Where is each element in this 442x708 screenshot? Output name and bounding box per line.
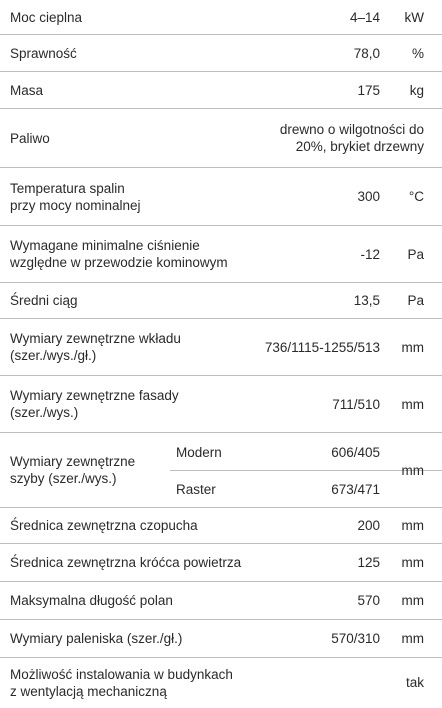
spec-row-temperatura: [0, 168, 442, 226]
spec-row-palenisko: [0, 620, 442, 658]
spec-label-line: Wymiary zewnętrzne wkładu: [10, 331, 181, 346]
spec-row-paliwo: [0, 109, 442, 168]
spec-label-line: (szer./wys.): [10, 405, 79, 420]
spec-label-line: szyby (szer./wys.): [10, 471, 117, 486]
spec-unit: mm: [401, 462, 424, 478]
spec-value: 570: [357, 593, 380, 608]
spec-row-masa: [0, 72, 442, 109]
spec-label: Paliwo: [10, 130, 50, 146]
spec-unit: %: [411, 45, 424, 61]
spec-unit: mm: [401, 518, 424, 533]
spec-row-cisnienie: [0, 226, 442, 283]
spec-row-wentylacja: [0, 658, 442, 707]
spec-row-sprawnosc: [0, 35, 442, 72]
spec-label: [10, 237, 228, 271]
spec-label-line: Wymiary zewnętrzne fasady: [10, 388, 179, 403]
spec-value: 711/510: [332, 396, 380, 412]
spec-label-line: Temperatura spalin: [10, 180, 125, 196]
spec-value: 736/1115-1255/513: [264, 339, 380, 355]
spec-unit: mm: [401, 631, 424, 646]
spec-label: Moc cieplna: [10, 9, 83, 25]
spec-unit: kg: [409, 82, 424, 98]
spec-value: 200: [357, 518, 380, 533]
spec-row-wymiary-wkladu: [0, 319, 442, 376]
spec-value: -12: [360, 246, 380, 262]
variant-name-raster: Raster: [176, 482, 216, 497]
spec-label: Średnica zewnętrzna czopucha: [10, 518, 198, 533]
spec-label: [10, 666, 233, 700]
spec-value: 125: [357, 555, 380, 570]
spec-unit: Pa: [407, 246, 424, 262]
variant-value-modern: 606/405: [331, 445, 380, 460]
spec-label: Średnica zewnętrzna króćca powietrza: [10, 555, 242, 570]
spec-value-line: drewno o wilgotności do: [279, 122, 424, 137]
spec-row-polana: [0, 582, 442, 620]
spec-label-line: (szer./wys./gł.): [10, 348, 97, 363]
spec-label: Średni ciąg: [10, 293, 78, 308]
spec-value: tak: [405, 675, 424, 690]
spec-unit: mm: [401, 555, 424, 570]
spec-unit: mm: [401, 339, 424, 355]
spec-row-czopuch: [0, 508, 442, 544]
spec-unit: kW: [404, 9, 424, 25]
spec-label-line: przy mocy nominalnej: [10, 197, 141, 213]
spec-label-line: Możliwość instalowania w budynkach: [10, 666, 233, 682]
spec-unit: mm: [401, 593, 424, 608]
spec-row-wymiary-szyby: [0, 433, 442, 508]
spec-row-wymiary-fasady: [0, 376, 442, 433]
spec-value-line: 20%, brykiet drzewny: [295, 139, 424, 154]
spec-label: Sprawność: [10, 45, 77, 61]
spec-label-line: Wymiary zewnętrzne: [10, 454, 136, 469]
variant-value-raster: 673/471: [331, 482, 380, 497]
spec-label: [10, 180, 141, 214]
spec-row-moc: [0, 0, 442, 35]
spec-value: 175: [357, 82, 380, 98]
spec-label: Masa: [10, 82, 44, 98]
spec-label-line: z wentylacją mechaniczną: [10, 683, 167, 699]
spec-label: [10, 387, 179, 421]
spec-row-ciag: [0, 283, 442, 319]
spec-label: Wymiary paleniska (szer./gł.): [10, 631, 183, 646]
spec-value: 78,0: [353, 45, 380, 61]
spec-label: [10, 330, 181, 364]
spec-value: 13,5: [353, 293, 380, 308]
spec-value: 570/310: [331, 631, 380, 646]
spec-label-line: względne w przewodzie kominowym: [10, 255, 228, 270]
spec-label: [10, 453, 135, 487]
spec-label: Maksymalna długość polan: [10, 593, 173, 608]
spec-value: [280, 121, 424, 155]
spec-unit: Pa: [407, 293, 424, 308]
spec-row-krociec: [0, 544, 442, 582]
spec-value: 4–14: [349, 9, 380, 25]
spec-label-line: Wymagane minimalne ciśnienie: [10, 238, 200, 253]
spec-value: 300: [357, 189, 380, 204]
variant-name-modern: Modern: [176, 445, 222, 460]
spec-unit: °C: [408, 189, 424, 204]
spec-unit: mm: [401, 396, 424, 412]
